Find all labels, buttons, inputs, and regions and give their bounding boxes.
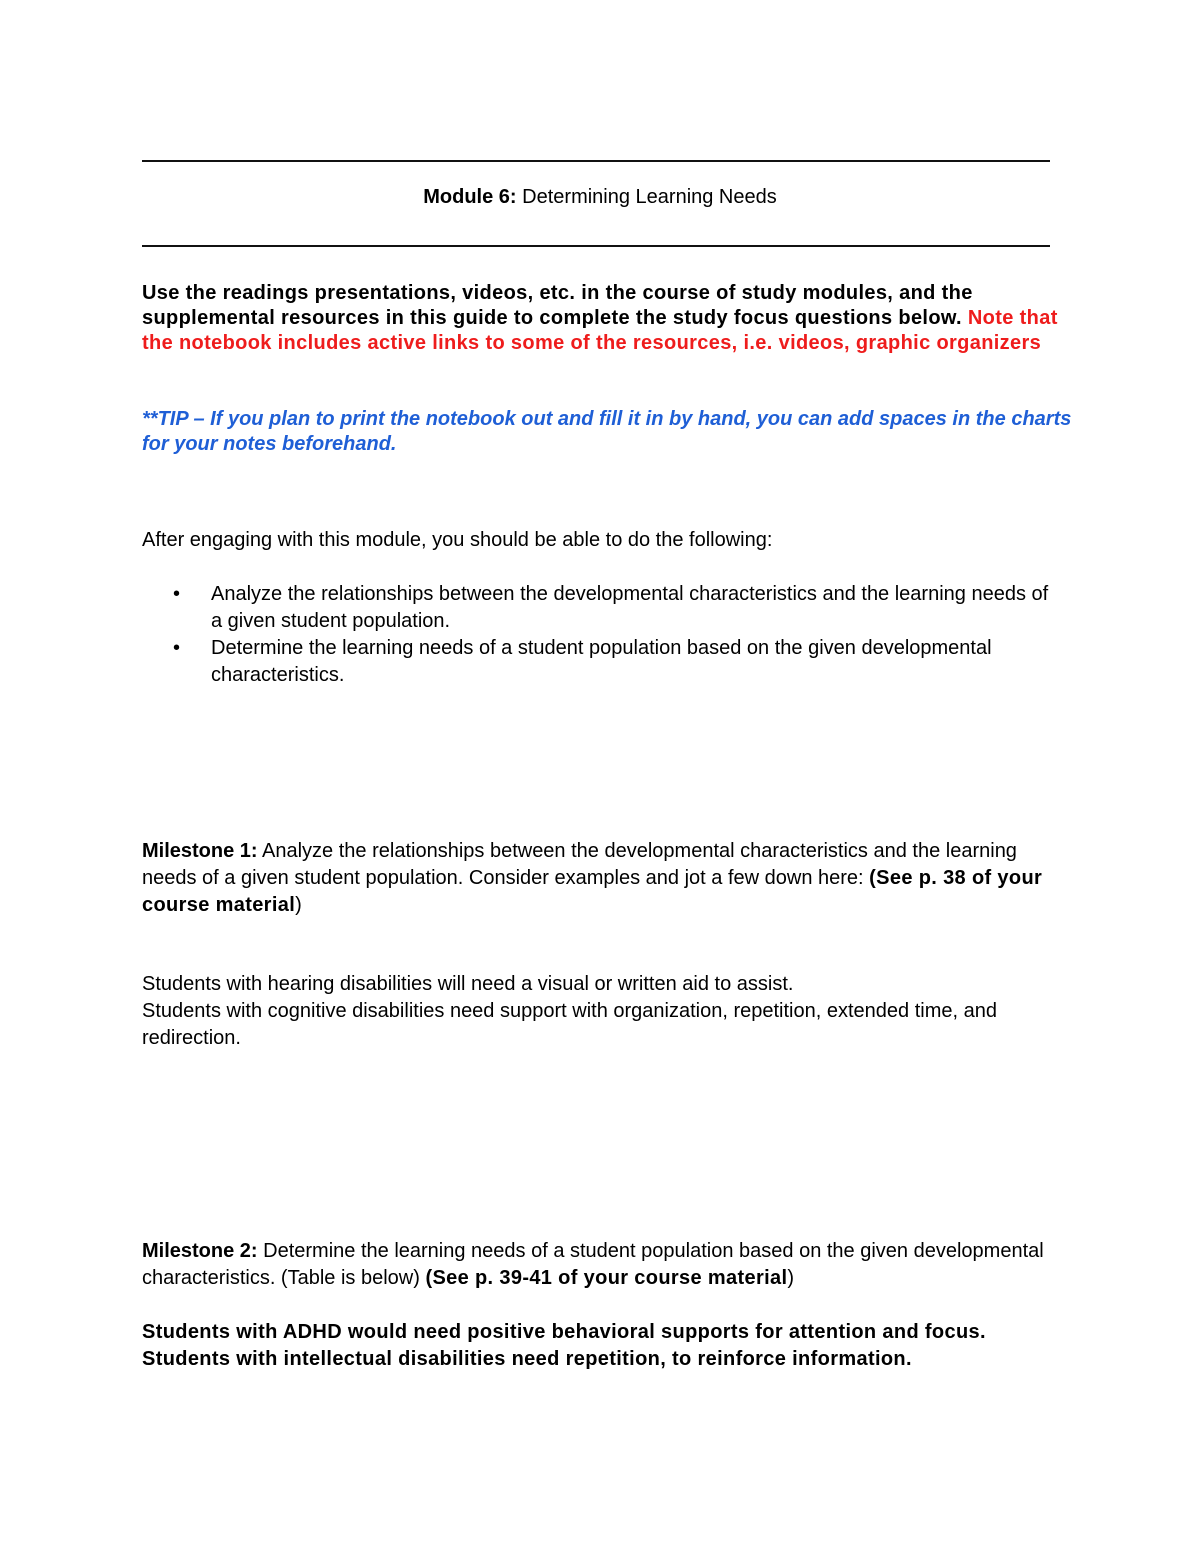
objective-text: Determine the learning needs of a student population based on the given developmental characteristics. [211,637,992,686]
bullet-icon: • [173,637,181,659]
milestone2-text: Determine the learning needs of a student population based on the given developmental characteristics. (Table is below) [142,1240,1044,1289]
top-divider-rule [142,160,1050,162]
milestone1-prompt [142,838,1062,919]
objective-item [142,635,1062,689]
instructions-note: Note that the notebook includes active links to some of the resources, i.e. videos, graphic organizers [142,307,1058,354]
milestone1-label: Milestone 1: [142,840,258,862]
milestone2-answer [142,1319,1062,1373]
milestone2-answer-line: Students with intellectual disabilities need repetition, to reinforce information. [142,1348,912,1370]
milestone2-label: Milestone 2: [142,1240,258,1262]
instructions-paragraph [142,281,1062,356]
milestone2-answer-line: Students with ADHD would need positive behavioral supports for attention and focus. [142,1321,986,1343]
milestone2-reference: (See p. 39-41 of your course material [425,1267,788,1289]
milestone1-answer [142,971,1062,1052]
milestone2-prompt [142,1238,1062,1292]
milestone1-text: Analyze the relationships between the developmental characteristics and the learning needs of a given student population. Consider examples and jot a few down here: [142,840,1017,889]
milestone1-answer-line: Students with cognitive disabilities need support with organization, repetition, extended time, and redirection. [142,1000,997,1049]
bullet-icon: • [173,583,181,605]
milestone1-answer-line: Students with hearing disabilities will need a visual or written aid to assist. [142,973,794,995]
module-label: Module 6: [423,186,517,208]
objectives-intro: After engaging with this module, you should be able to do the following: [142,529,773,551]
objective-item [142,581,1062,635]
milestone1-reference-close: ) [295,894,302,916]
module-name: Determining Learning Needs [522,186,777,208]
milestone2-reference-close: ) [787,1267,795,1289]
tip-text: **TIP – If you plan to print the notebook out and fill it in by hand, you can add spaces in the charts for your notes beforehand. [142,408,1072,455]
tip-paragraph [142,407,1072,457]
milestone1-reference: (See p. 38 of your course material [142,867,1043,916]
module-title [0,184,1200,210]
instructions-main: Use the readings presentations, videos, etc. in the course of study modules, and the supplemental resources in this guide to complete the study focus questions below. [142,282,973,329]
bottom-divider-rule [142,245,1050,247]
objectives-list [142,581,1062,689]
objective-text: Analyze the relationships between the developmental characteristics and the learning needs of a given student population. [211,583,1049,632]
